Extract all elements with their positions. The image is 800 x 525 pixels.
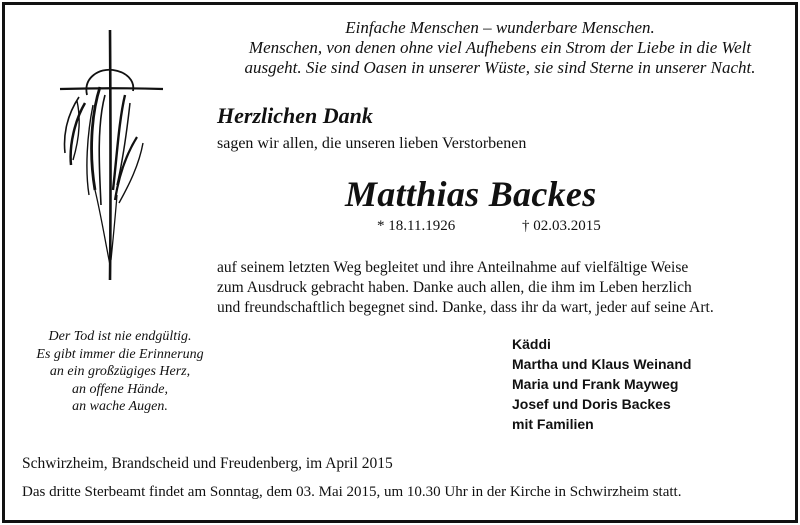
- body-line: zum Ausdruck gebracht haben. Danke auch allen, die ihm im Leben herzlich: [217, 279, 692, 296]
- motto: [200, 18, 800, 78]
- cross-with-wheat-icon: [55, 25, 165, 285]
- thanks-intro: sagen wir allen, die unseren lieben Verstorbenen: [217, 135, 527, 152]
- place-date: Schwirzheim, Brandscheid und Freudenberg, im April 2015: [22, 455, 393, 472]
- signer: mit Familien: [512, 416, 594, 432]
- motto-line: ausgeht. Sie sind Oasen in unserer Wüste, sie sind Sterne in unserer Nacht.: [244, 58, 756, 77]
- poem-line: an wache Augen.: [72, 399, 168, 414]
- signer: Maria und Frank Mayweg: [512, 376, 679, 392]
- thanks-body: [217, 258, 777, 318]
- thanks-heading: Herzlichen Dank: [217, 103, 373, 128]
- signer: Martha und Klaus Weinand: [512, 356, 692, 372]
- deceased-name: Matthias Backes: [345, 174, 597, 214]
- body-line: und freundschaftlich begegnet sind. Danke, dass ihr da wart, jeder auf seine Art.: [217, 299, 714, 316]
- poem-line: an ein großzügiges Herz,: [49, 364, 191, 379]
- poem-line: Es gibt immer die Erinnerung: [36, 346, 204, 362]
- poem-line: Der Tod ist nie endgültig.: [48, 329, 192, 344]
- service-notice: Das dritte Sterbeamt findet am Sonntag, dem 03. Mai 2015, um 10.30 Uhr in der Kirche in Schwirzheim statt.: [22, 484, 682, 500]
- poem: [15, 328, 225, 416]
- death-date: † 02.03.2015: [522, 218, 601, 234]
- birth-date: * 18.11.1926: [377, 218, 456, 234]
- signers-list: [512, 334, 691, 434]
- motto-line: Einfache Menschen – wunderbare Menschen.: [345, 18, 655, 37]
- motto-line: Menschen, von denen ohne viel Aufhebens ein Strom der Liebe in die Welt: [248, 38, 752, 57]
- body-line: auf seinem letzten Weg begleitet und ihre Anteilnahme auf vielfältige Weise: [217, 259, 689, 276]
- signer: Käddi: [512, 336, 551, 352]
- poem-line: an offene Hände,: [71, 381, 169, 397]
- signer: Josef und Doris Backes: [512, 396, 671, 412]
